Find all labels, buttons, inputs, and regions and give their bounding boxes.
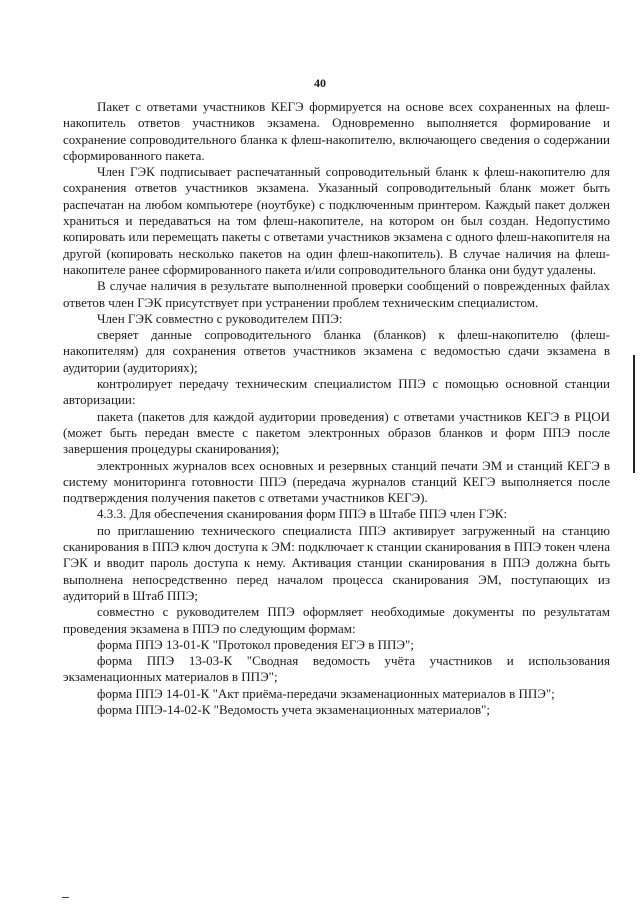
paragraph-scanning-activation: по приглашению технического специалиста ППЭ активирует загруженный на станцию сканирования в ППЭ ключ доступа к ЭМ: подключает к станции сканирования в ППЭ токен члена ГЭК и вводит пароль доступа к нему. Активация станции сканирования в ППЭ должна быть выполнена непосредственно перед началом процесса сканирования ЭМ, поступающих из аудиторий в Штаб ППЭ; xyxy=(63,522,610,603)
paragraph-gek-with-head: Член ГЭК совместно с руководителем ППЭ: xyxy=(97,310,343,326)
section-heading-4-3-3: 4.3.3. Для обеспечения сканирования форм ППЭ в Штабе ППЭ член ГЭК: xyxy=(97,506,508,522)
paragraph-controls-transfer: контролирует передачу техническим специалистом ППЭ с помощью основной станции авторизации: xyxy=(63,376,610,408)
margin-scan-mark xyxy=(633,355,635,473)
paragraph-form-14-01: форма ППЭ 14-01-К "Акт приёма-передачи экзаменационных материалов в ППЭ"; xyxy=(97,685,555,701)
page-number: 40 xyxy=(314,76,326,90)
bottom-scan-mark xyxy=(62,897,69,898)
paragraph-form-13-03: форма ППЭ 13-03-К "Сводная ведомость учёта участников и использования экзаменационных материалов в ППЭ"; xyxy=(63,653,610,685)
paragraph-package-formation: Пакет с ответами участников КЕГЭ формируется на основе всех сохраненных на флеш-накопитель ответов участников экзамена. Одновременно выполняется формирование и сохранение сопроводительного бланка к флеш-накопителю, включающего сведения о содержании сформированного пакета. xyxy=(63,99,610,163)
paragraph-documents: совместно с руководителем ППЭ оформляет необходимые документы по результатам проведения экзамена в ППЭ по следующим формам: xyxy=(63,604,610,636)
document-body xyxy=(63,99,610,718)
paragraph-gek-signs-form: Член ГЭК подписывает распечатанный сопроводительный бланк к флеш-накопителю для сохранения ответов участников экзамена. Указанный сопроводительный бланк может быть распечатан на любом компьютере (ноутбуке) с подключенным принтером. Каждый пакет должен храниться и передаваться на том флеш-накопителе, на котором он был создан. Недопустимо копировать или перемещать пакеты с ответами участников экзамена с одного флеш-накопителя на другой (копировать несколько пакетов на один флеш-накопитель). В случае наличия на флеш-накопителе ранее сформированного пакета и/или сопроводительного бланка они будут удалены. xyxy=(63,164,610,277)
paragraph-form-14-02: форма ППЭ-14-02-К "Ведомость учета экзаменационных материалов"; xyxy=(97,701,491,717)
paragraph-form-13-01: форма ППЭ 13-01-К "Протокол проведения ЕГЭ в ППЭ"; xyxy=(97,636,414,652)
paragraph-damaged-files: В случае наличия в результате выполненной проверки сообщений о поврежденных файлах ответов член ГЭК присутствует при устранении проблем техническим специалистом. xyxy=(63,278,610,310)
paragraph-package-to-rcoi: пакета (пакетов для каждой аудитории проведения) с ответами участников КЕГЭ в РЦОИ (может быть передан вместе с пакетом электронных образов бланков и форм ППЭ после завершения процедуры сканирования); xyxy=(63,408,610,457)
paragraph-checks-data: сверяет данные сопроводительного бланка (бланков) к флеш-накопителю (флеш-накопителям) для сохранения ответов участников экзамена с ведомостью сдачи экзамена в аудитории (аудиториях); xyxy=(63,327,610,375)
paragraph-electronic-logs: электронных журналов всех основных и резервных станций печати ЭМ и станций КЕГЭ в систему мониторинга готовности ППЭ (передача журналов станций КЕГЭ выполняется после подтверждения получения пакетов с ответами участников КЕГЭ). xyxy=(63,457,610,506)
